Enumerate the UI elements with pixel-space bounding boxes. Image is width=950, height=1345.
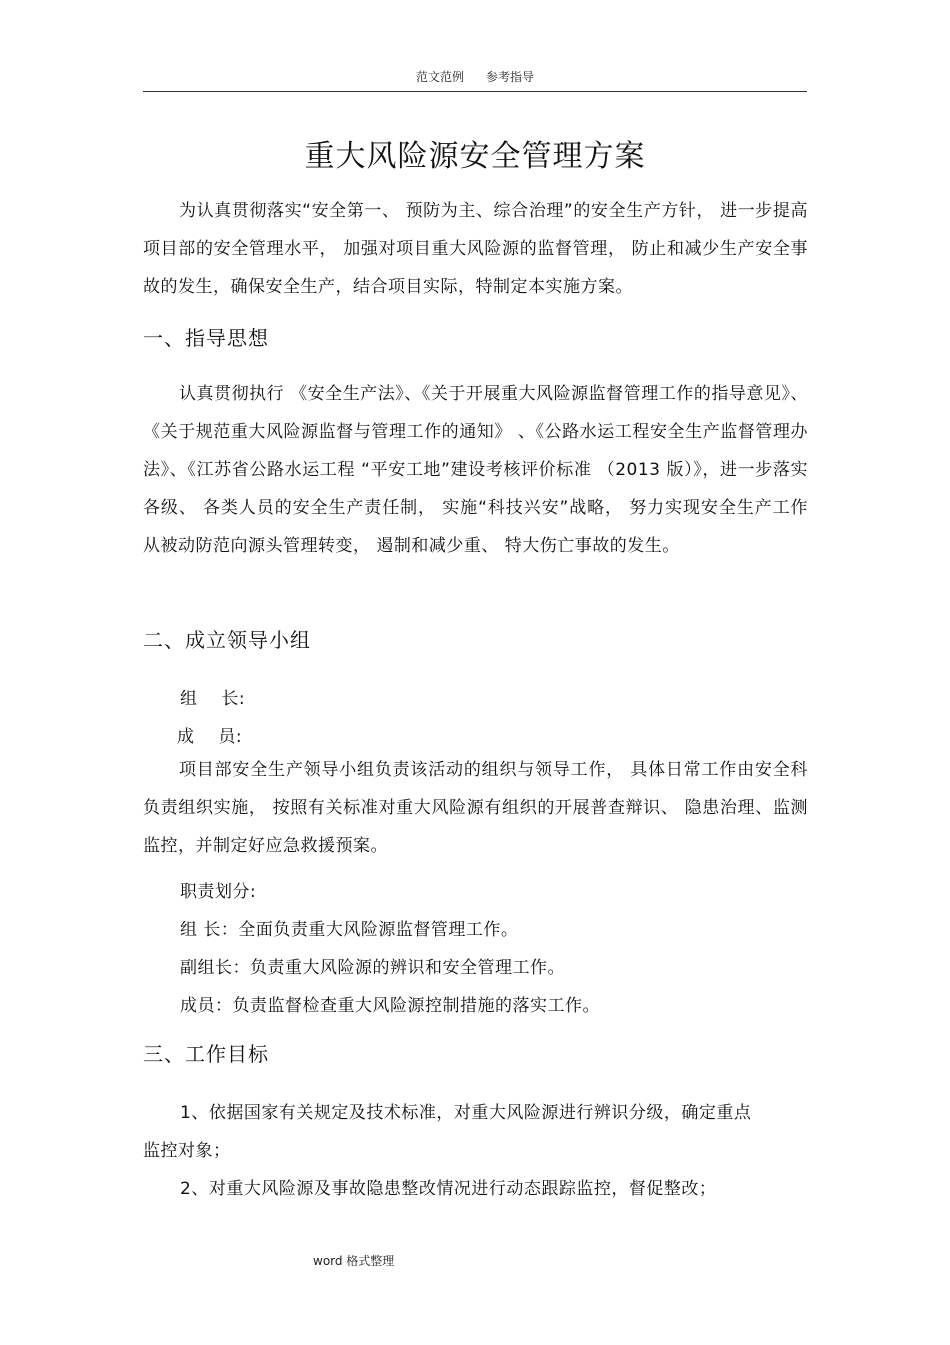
- page-header: [0, 68, 950, 85]
- goal-item-2: 2、对重大风险源及事故隐患整改情况进行动态跟踪监控，督促整改；: [180, 1179, 717, 1199]
- page-footer: word 格式整理: [313, 1254, 395, 1268]
- section-heading-3: 三、工作目标: [143, 1042, 269, 1066]
- goal-item-1-continued: 监控对象；: [143, 1141, 231, 1161]
- duty-item: 组 长：全面负责重大风险源监督管理工作。: [180, 920, 519, 940]
- duty-item: 成员：负责监督检查重大风险源控制措施的落实工作。: [180, 996, 600, 1016]
- intro-paragraph: 为认真贯彻落实“安全第一、 预防为主、综合治理”的安全生产方针， 进一步提高项目部的安全管理水平， 加强对项目重大风险源的监督管理， 防止和减少生产安全事故的发生，确保安全生产，结合项目实际，特制定本实施方案。: [143, 201, 808, 297]
- section-2-body: 项目部安全生产领导小组负责该活动的组织与领导工作， 具体日常工作由安全科负责组织实施， 按照有关标准对重大风险源有组织的开展普查辩识、 隐患治理、监测监控，并制定好应急救援预案。: [143, 760, 808, 856]
- header-left-text: 范文范例: [415, 70, 464, 84]
- header-rule: [143, 91, 807, 92]
- members-line: 成 员:: [177, 727, 243, 747]
- section-heading-1: 一、指导思想: [143, 326, 269, 350]
- goal-item-1: 1、依据国家有关规定及技术标准，对重大风险源进行辨识分级，确定重点: [180, 1103, 752, 1123]
- leader-line: 组 长:: [180, 689, 246, 709]
- document-title: 重大风险源安全管理方案: [304, 139, 646, 174]
- duty-title: 职责划分:: [180, 882, 257, 902]
- section-heading-2: 二、成立领导小组: [143, 628, 311, 652]
- duty-item: 副组长：负责重大风险源的辨识和安全管理工作。: [180, 958, 565, 978]
- section-1-body: 认真贯彻执行 《安全生产法》、《关于开展重大风险源监督管理工作的指导意见》、《关于规范重大风险源监督与管理工作的通知》 、《公路水运工程安全生产监督管理办法》、《江苏省公路水运工程 “平安工地”建设考核评价标准 （2013 版）》，进一步落实各级、 各类人员的安全生产责任制， 实施“科技兴安”战略， 努力实现安全生产工作从被动防范向源头管理转变， 遏制和减少重、 特大伤亡事故的发生。: [143, 384, 808, 556]
- header-right-text: 参考指导: [486, 70, 535, 84]
